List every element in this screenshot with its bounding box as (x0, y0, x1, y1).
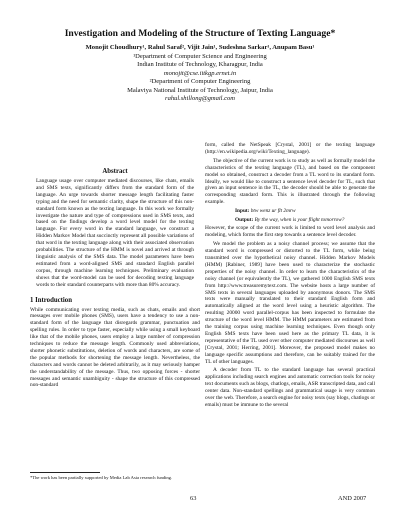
right-paragraph-noisy-channel: We model the problem as a noisy channel process; we assume that the standard word is compressed or distorted to the TL form, while being transmitted over the hypothetical noisy channel. Hidden Markov Models (HMM) [Rabiner, 1989] have been used to characterize the stochastic properties of the noisy channel. In order to learn the characteristics of the noisy channel (or equivalently the TL), we gathered 1000 English SMS texts from http://www.treasuremytext.com. The website hosts a large number of SMS texts in several languages uploaded by anonymous donors. The SMS texts were manually translated to their standard English form and automatically aligned at the word level using a heuristic algorithm. The resulting 20000 word parallel-corpus has been inspected to formulate the structure of the word level HMM. The HMM parameters are estimated from the training corpus using machine learning techniques. Even though only English SMS texts have been used here as the primary TL data, it is representative of the TL used over other computer mediated discourses as well [Crystal, 2001; Herring, 2001]. Moreover, the proposed model makes no language specific assumptions and therefore, can be suitably trained for the TL of other languages. (205, 241, 375, 365)
right-paragraph-objective: The objective of the current work is to study as well as formally model the characteristics of the texting language (TL), and based on the component model so obtained, construct a decoder from a TL word to its standard form. Ideally, we would like to construct a sentence level decoder for TL, such that given an input sentence in the TL, the decoder should be able to generate the corresponding standard form. This is illustrated through the following example. (205, 157, 375, 206)
right-paragraph-applications: A decoder from TL to the standard language has several practical applications including search engines and automatic correction tools for noisy text documents such as blogs, chatlogs, emails, ASR transcripted data, and call center data. Non-standard spellings and grammatical usage is very common over the web. Therefore, a search engine for noisy texts (say blogs, chatlogs or emails) must be immune to the several (205, 367, 375, 408)
right-column (205, 142, 375, 411)
right-paragraph-continued: form, called the NetSpeak [Crystal, 2001] or the texting language (http://en.wikipedia.org/wiki/Texting_language). (205, 142, 375, 155)
affiliation-2-email: rahul.shillong@gmail.com (165, 95, 235, 102)
example-input (205, 208, 375, 215)
footnote: *The work has been partially supported by Media Lab Asia research funding. (30, 475, 173, 480)
example-output-label: Output: (235, 216, 254, 223)
author-list: Monojit Choudhury¹, Rahul Saraf², Vijit Jain¹, Sudeshna Sarkar¹, Anupam Basu¹ (85, 44, 315, 51)
author-block (20, 44, 380, 104)
abstract-heading: Abstract (102, 168, 128, 175)
affiliation-2-institute: Malaviya National Institute of Technology, Jaipur, India (127, 86, 273, 94)
example-input-label: Input: (235, 208, 250, 215)
affiliation-1-department: ¹Department of Computer Science and Engineering (133, 52, 267, 60)
paper-title: Investigation and Modeling of the Structure of Texting Language* (64, 28, 336, 39)
example-input-text: btw wenz ur flt 2mrw (250, 208, 296, 215)
footnote-rule (30, 472, 100, 473)
example-output (205, 217, 375, 224)
affiliation-1-institute: Indian Institute of Technology, Kharagpur, India (137, 61, 263, 68)
affiliation-2-department: ²Department of Computer Engineering (149, 78, 251, 85)
venue-year: AND 2007 (338, 495, 367, 502)
left-column (30, 168, 200, 391)
page-number: 63 (190, 495, 197, 502)
introduction-heading: 1 Introduction (30, 296, 72, 304)
abstract-text: Language usage over computer mediated discourses, like chats, emails and SMS texts, significantly differs from the standard form of the language. An urge towards shorter message length facilitating faster typing and the need for semantic clarity, shape the structure of this non-standard form known as the texting language. In this work we formally investigate the nature and type of compressions used in SMS texts, and based on the findings develop a word level model for the texting language. For every word in the standard language, we construct a Hidden Markov Model that succinctly represent all possible variations of that word in the texting language along with their associated observation probabilities. The structure of the HMM is novel and arrived at through linguistic analysis of the SMS data. The model parameters have been estimated from a word-aligned SMS and standard English parallel corpus, through machine learning techniques. Preliminary evaluation shows that the word-model can be used for decoding texting language words to their standard counterparts with more than 80% accuracy. (36, 178, 194, 288)
example-output-text: By the way, when is your flight tomorrow? (254, 216, 345, 223)
introduction-paragraph: While communicating over texting media, such as chats, emails and short messages over mobile phones (SMS), users have a tendency to use a non-standard form of the language that disregards grammar, punctuation and spelling rules. In order to type faster, especially while using a small keyboard like that of the mobile phones, users employ a large number of compression techniques to reduce the message length. Commonly used abbreviations, shorter phonetic substitutions, deletion of words and characters, are some of the popular methods for shortening the message length. Nevertheless, the characters and words cannot be deleted arbitrarily, as it may seriously hamper the understandability of the message. Thus, two opposing forces - shorter messages and semantic unambiguity - shape the structure of this compressed non-standard (30, 306, 200, 389)
right-paragraph-scope: However, the scope of the current work is limited to word level analysis and modeling, which forms the first step towards a sentence level decoder. (205, 225, 375, 239)
affiliation-1-email: monojit@cse.iitkgp.ernet.in (163, 69, 237, 77)
